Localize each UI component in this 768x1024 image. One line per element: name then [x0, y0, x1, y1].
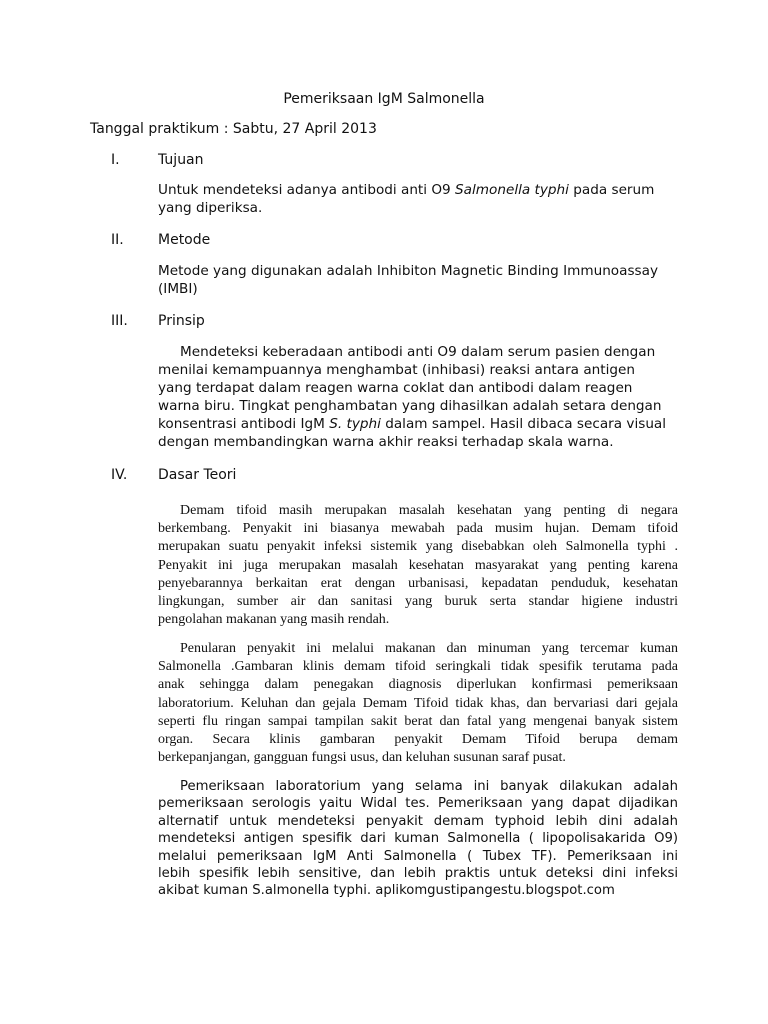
section-1-body	[158, 181, 678, 217]
section-1-line-2: yang diperiksa.	[158, 200, 263, 216]
theory-p3-line-2: pemeriksaan serologis yaitu Widal tes. Pemeriksaan yang dapat dijadikan	[158, 796, 678, 812]
theory-p3-line-4: mendeteksi antigen spesifik dari kuman Salmonella ( lipopolisakarida O9)	[158, 831, 678, 847]
section-1-line-1	[158, 181, 678, 199]
section-1-text-b: pada serum	[568, 182, 655, 198]
section-3-text-b: dalam sampel. Hasil dibaca secara visual	[380, 416, 667, 432]
theory-p2-line-7: berkepanjangan, gangguan fungsi usus, dan keluhan susunan saraf pusat.	[158, 750, 566, 766]
section-3-text-a: konsentrasi antibodi IgM	[158, 416, 330, 432]
theory-paragraph-3	[158, 778, 678, 900]
theory-p1-line-6: lingkungan, sumber air dan sanitasi yang buruk serta standar higiene industri	[158, 594, 678, 610]
section-4-heading: Dasar Teori	[158, 467, 237, 483]
section-2-body	[158, 262, 678, 298]
theory-p2-line-2: Salmonella .Gambaran klinis demam tifoid seringkali tidak spesifik terutama pada	[158, 659, 678, 675]
section-4-number: IV.	[111, 467, 128, 483]
theory-p1-line-5: penyebarannya berkaitan erat dengan urbanisasi, kepadatan penduduk, kesehatan	[158, 575, 678, 591]
theory-paragraph-2	[158, 640, 678, 767]
section-3-line-4: warna biru. Tingkat penghambatan yang dihasilkan adalah setara dengan	[158, 398, 662, 414]
section-2-line-1: Metode yang digunakan adalah Inhibiton Magnetic Binding Immunoassay	[158, 263, 658, 279]
section-3-line-6: dengan membandingkan warna akhir reaksi terhadap skala warna.	[158, 434, 614, 450]
theory-p2-line-3: anak sehingga dalam penegakan diagnosis diperlukan konfirmasi pemeriksaan	[158, 677, 678, 693]
theory-p3-line-1: Pemeriksaan laboratorium yang selama ini banyak dilakukan adalah	[180, 779, 678, 794]
section-3-heading: Prinsip	[158, 313, 205, 329]
section-1-italic-organism: Salmonella typhi	[455, 182, 569, 198]
section-3-line-1: Mendeteksi keberadaan antibodi anti O9 dalam serum pasien dengan	[180, 344, 656, 360]
section-3-line-3: yang terdapat dalam reagen warna coklat dan antibodi dalam reagen	[158, 380, 633, 396]
section-3-line-2: menilai kemampuannya menghambat (inhibasi) reaksi antara antigen	[158, 362, 635, 378]
section-2-line-2: (IMBI)	[158, 281, 198, 297]
section-3-line-5	[158, 415, 678, 433]
theory-p2-line-5: seperti flu ringan sampai tampilan sakit berat dan fatal yang mengenai banyak sistem	[158, 713, 678, 729]
section-2-number: II.	[111, 232, 124, 248]
section-3-body	[158, 343, 678, 451]
theory-p2-line-4: laboratorium. Keluhan dan gejala Demam Tifoid tidak khas, dan bervariasi dari gejala	[158, 695, 678, 711]
theory-paragraph-1	[158, 502, 678, 629]
section-1-number: I.	[111, 152, 120, 168]
document-title: Pemeriksaan IgM Salmonella	[283, 91, 485, 107]
theory-p2-line-1: Penularan penyakit ini melalui makanan dan minuman yang tercemar kuman	[180, 641, 678, 656]
theory-p3-line-3: alternatif untuk mendeteksi penyakit demam typhoid lebih dini adalah	[158, 813, 678, 829]
section-3-number: III.	[111, 313, 128, 329]
section-2-heading: Metode	[158, 232, 211, 248]
section-3-italic-organism: S. typhi	[329, 416, 381, 432]
theory-p3-line-7: akibat kuman S.almonella typhi. aplikomgustipangestu.blogspot.com	[158, 883, 615, 899]
theory-p3-line-6: lebih spesifik lebih sensitive, dan lebih praktis untuk deteksi dini infeksi	[158, 866, 678, 882]
theory-p1-line-4: Penyakit ini juga merupakan masalah kesehatan masyarakat yang penting karena	[158, 557, 678, 573]
theory-p2-line-6: organ. Secara klinis gambaran penyakit Demam Tifoid berupa demam	[158, 732, 678, 748]
theory-p1-line-1: Demam tifoid masih merupakan masalah kesehatan yang penting di negara	[180, 503, 678, 518]
theory-p1-line-7: pengolahan makanan yang masih rendah.	[158, 612, 390, 628]
practicum-date: Tanggal praktikum : Sabtu, 27 April 2013	[90, 121, 377, 137]
theory-p1-line-2: berkembang. Penyakit ini biasanya mewabah pada musim hujan. Demam tifoid	[158, 521, 678, 537]
section-1-heading: Tujuan	[158, 152, 204, 168]
section-1-text-a: Untuk mendeteksi adanya antibodi anti O9	[158, 182, 456, 198]
theory-p3-line-5: melalui pemeriksaan IgM Anti Salmonella ( Tubex TF). Pemeriksaan ini	[158, 848, 678, 864]
theory-p1-line-3: merupakan suatu penyakit infeksi sistemik yang disebabkan oleh Salmonella typhi .	[158, 539, 678, 555]
